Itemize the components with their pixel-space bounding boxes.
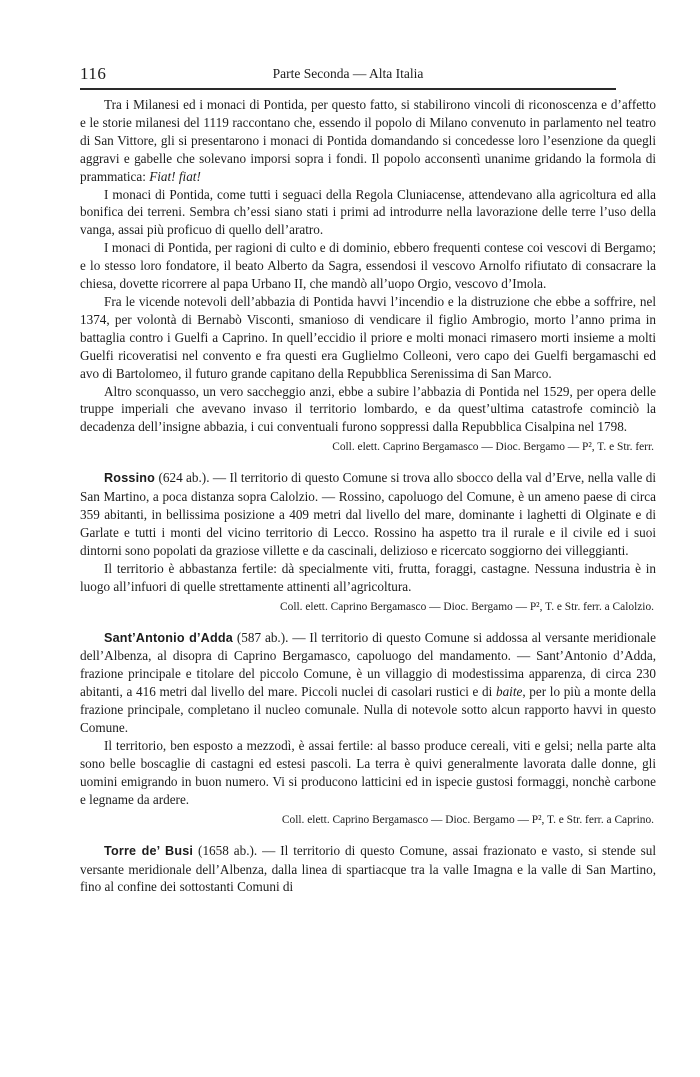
running-head: [80, 64, 616, 84]
collegio-note-santantonio: Coll. elett. Caprino Bergamasco — Dioc. Bergamo — P², T. e Str. ferr. a Caprino.: [281, 813, 654, 826]
paragraph-rossino-territorio: Il territorio è abbastanza fertile: dà specialmente viti, frutta, foraggi, castagne. Nessuna industria è in luogo all’infuori di quelle strettamente attinenti all’agricoltura.: [80, 560, 656, 594]
paragraph-text: Tra i Milanesi ed i monaci di Pontida, per questo fatto, si stabilirono vincoli di riconoscenza e d’affetto e le storie milanesi del 1119 raccontano che, essendo il popolo di Milano convenuto in parlamento nel teatro di San Vittore, gli si presentarono i monaci di Pontida domandando si concedesse loro l’esenzione da quegli aggravi e gabelle che solevano imporsi sopra i fondi. Il popolo acconsentì unanime gridando la formola di prammatica:: [80, 97, 656, 184]
entry-text-santantonio-b: , per lo più a monte della frazione principale, completano il nucleo comunale. Nulla di notevole sotto alcun rapporto havvi in questo Comune.: [80, 684, 656, 736]
entry-text-rossino: (624 ab.). — Il territorio di questo Comune si trova allo sbocco della val d’Erve, nella valle di San Martino, a poca distanza sopra Calolzio. — Rossino, capoluogo del Comune, è un ameno paese di circa 359 abitanti, in bellissima posizione a 409 metri dal livello del mare, dominante i laghetti di Olginate e di Garlate e tutti i monti del vicino territorio di Lecco. Rossino ha aspetto tra il rurale e il civile ed i suoi dintorni sono popolati da graziose villette e da cascinali, delizioso e ricercato soggiorno dei villeggianti.: [80, 470, 656, 558]
paragraph-vescovi: I monaci di Pontida, per ragioni di culto e di dominio, ebbero frequenti contese coi vescovi di Bergamo; e lo stesso loro fondatore, il beato Alberto da Sagra, essendosi il vescovo Arnolfo rifiutato di consacrare la chiesa, dovette ricorrere al papa Urbano II, che mandò all’uopo Orgio, vescovo d’Imola.: [80, 240, 656, 292]
body-text: [80, 96, 656, 896]
paragraph-agricoltura: I monaci di Pontida, come tutti i seguaci della Regola Cluniacense, attendevano alla agricoltura ed alla bonifica dei terreni. Sembra ch’essi siano stati i primi ad introdurre nella lavorazione delle terre l’uso della vanga, assai più proficuo di quello dell’aratro.: [80, 186, 656, 238]
header-rule: [80, 88, 616, 90]
running-title: Parte Seconda — Alta Italia: [272, 66, 424, 81]
italic-phrase: Fiat! fiat!: [149, 168, 201, 184]
collegio-note-rossino: Coll. elett. Caprino Bergamasco — Dioc. Bergamo — P², T. e Str. ferr. a Calolzio.: [280, 600, 654, 613]
entry-text-torre: (1658 ab.). — Il territorio di questo Comune, assai frazionato e vasto, si stende sul versante meridionale dell’Albenza, dalla linea di spartiacque tra la valle Imagna e la valle di San Martino, fino al confine dei sottostanti Comuni di: [80, 842, 656, 895]
paragraph-incendio: Fra le vicende notevoli dell’abbazia di Pontida havvi l’incendio e la distruzione che ebbe a soffrire, nel 1374, per volontà di Bernabò Visconti, smanioso di vendicare il figlio Ambrogio, morto l’anno prima in battaglia contro i Guelfi a Caprino. In quell’eccidio il priore e molti monaci rimasero morti insieme a molti Guelfi ricoveratisi nel convento e fra questi era Guglielmo Colleoni, vero capo dei Guelfi bergamaschi ed avo di Bartolomeo, il futuro grande capitano della Repubblica Serenissima di San Marco.: [80, 293, 656, 381]
entry-rossino: [80, 469, 656, 560]
paragraph-saccheggio: Altro sconquasso, un vero saccheggio anzi, ebbe a subire l’abbazia di Pontida nel 1529, per opera delle truppe imperiali che avevano invaso il territorio lombardo, e da quest’ultima catastrofe cominciò la decadenza dell’insigne abbazia, i cui conventuali furono soppressi dalla Repubblica Cisalpina nel 1798.: [80, 383, 656, 435]
collegio-note-pontida: Coll. elett. Caprino Bergamasco — Dioc. Bergamo — P², T. e Str. ferr.: [332, 441, 654, 454]
italic-baite: baite: [495, 684, 523, 700]
entry-name-santantonio: Sant’Antonio d’Adda: [104, 630, 233, 645]
page-number: 116: [80, 64, 107, 83]
paragraph-milanesi: [80, 96, 656, 186]
entry-name-rossino: Rossino: [104, 471, 156, 486]
entry-santantonio: [80, 629, 656, 737]
entry-text-santantonio-a: (587 ab.). — Il territorio di questo Comune si addossa al versante meridionale dell’Albenza, al disopra di Caprino Bergamasco, capoluogo del mandamento. — Sant’Antonio d’Adda, frazione principale e titolare del piccolo Comune, è un villaggio di modestissima apparenza, di circa 230 abitanti, a 416 metri dal livello del mare. Piccoli nuclei di casolari rustici e di: [80, 629, 656, 700]
entry-torre-de-busi: [80, 842, 656, 897]
entry-name-torre: Torre de’ Busi: [104, 843, 194, 858]
paragraph-santantonio-territorio: Il territorio, ben esposto a mezzodì, è assai fertile: al basso produce cereali, viti e gelsi; nella parte alta sono belle boscaglie di castagni ed estesi pascoli. La terra è quivi generalmente lavorata dalle donne, gli uomini emigrando in buon numero. Vi si producono latticini ed in ispecie gustosi formaggi, nonchè carbone e legname da ardere.: [80, 738, 656, 807]
